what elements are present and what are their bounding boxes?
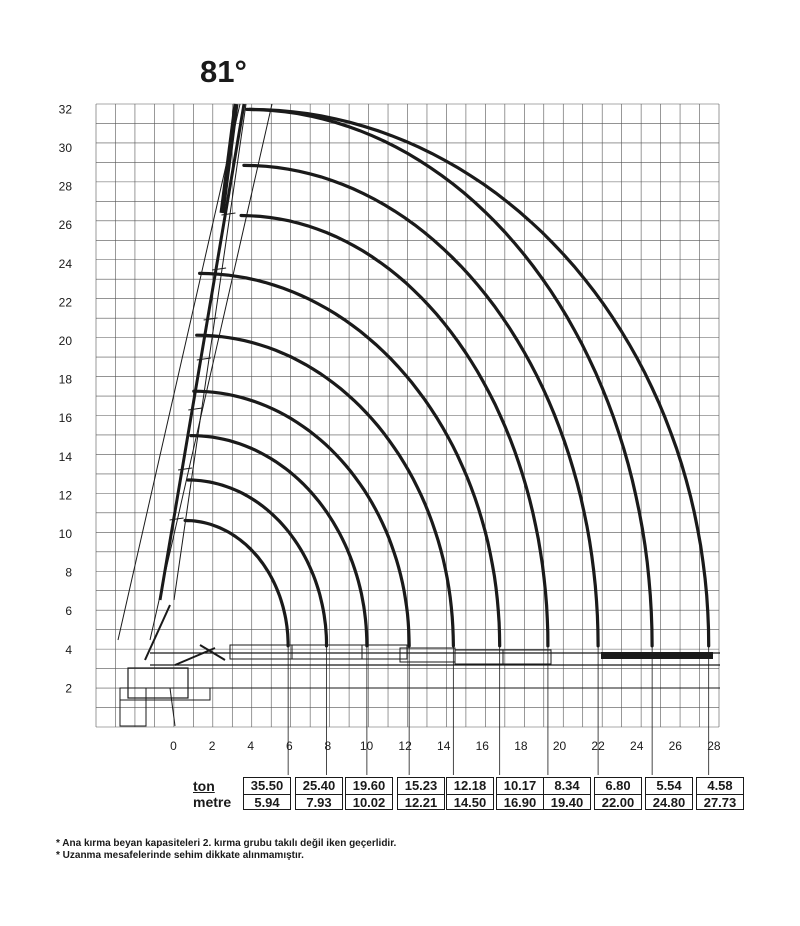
- x-tick-label: 20: [552, 739, 567, 753]
- boom-section-mark: [170, 518, 184, 520]
- y-tick-label: 32: [58, 102, 72, 117]
- reach-metre: 12.21: [404, 795, 438, 810]
- load-table-cell: [446, 777, 494, 810]
- x-tick-label: 26: [668, 739, 682, 753]
- load-arc: [185, 521, 288, 646]
- load-arc: [194, 391, 409, 646]
- x-tick-label: 28: [707, 739, 721, 753]
- reach-metre: 19.40: [550, 795, 584, 810]
- boom-inner: [160, 104, 244, 600]
- reach-metre: 7.93: [306, 795, 332, 810]
- boom-section-box: [400, 648, 455, 662]
- y-tick-label: 24: [58, 256, 72, 271]
- boom-extension: [601, 652, 713, 659]
- reach-metre: 22.00: [601, 795, 635, 810]
- x-tick-label: 0: [170, 739, 177, 753]
- metre-row-label: metre: [193, 794, 232, 810]
- ton-row-label: ton: [193, 778, 215, 794]
- y-tick-label: 20: [58, 334, 72, 348]
- x-tick-label: 24: [630, 739, 644, 753]
- load-table-cell: [543, 777, 591, 810]
- load-table-cell: [345, 777, 393, 810]
- capacity-ton: 19.60: [346, 778, 392, 795]
- capacity-ton: 4.58: [697, 778, 743, 795]
- crane-illustration: [118, 104, 720, 726]
- reach-metre: 24.80: [652, 795, 686, 810]
- y-tick-label: 10: [58, 527, 72, 541]
- x-tick-label: 4: [247, 739, 255, 753]
- x-tick-label: 14: [437, 739, 451, 753]
- y-tick-label: 2: [65, 681, 72, 696]
- y-tick-label: 28: [58, 179, 72, 194]
- capacity-ton: 6.80: [595, 778, 641, 795]
- capacity-ton: 5.54: [646, 778, 692, 795]
- boom-section-mark: [178, 468, 192, 470]
- boom-section-mark: [221, 213, 235, 215]
- x-tick-label: 8: [324, 739, 332, 753]
- load-table-cell: [496, 777, 544, 810]
- y-tick-label: 6: [65, 604, 72, 619]
- boom-section-mark: [188, 408, 202, 410]
- load-table-cell: [645, 777, 693, 810]
- boom-section-mark: [212, 268, 226, 270]
- load-arcs: [185, 109, 709, 775]
- x-tick-label: 6: [285, 739, 293, 753]
- y-tick-label: 8: [65, 565, 72, 580]
- load-table-cell: [295, 777, 343, 810]
- load-table-cell: [594, 777, 642, 810]
- crane-arm: [145, 605, 170, 660]
- load-arc: [191, 436, 367, 646]
- x-tick-label: 2: [208, 739, 216, 753]
- y-tick-label: 18: [58, 372, 72, 387]
- y-tick-label: 30: [58, 141, 72, 155]
- y-tick-label: 16: [58, 411, 72, 426]
- x-tick-label: 12: [398, 739, 412, 753]
- load-table-cell: [243, 777, 291, 810]
- boom-angle-title: 81°: [200, 54, 247, 89]
- x-tick-label: 22: [591, 739, 605, 753]
- boom-outline-outer: [118, 104, 240, 640]
- y-tick-label: 4: [65, 642, 72, 657]
- load-arc: [188, 480, 327, 646]
- capacity-ton: 8.34: [544, 778, 590, 795]
- reach-metre: 5.94: [254, 795, 280, 810]
- y-tick-label: 26: [58, 218, 72, 233]
- reach-metre: 16.90: [503, 795, 537, 810]
- load-table-cell: [696, 777, 744, 810]
- footnote-2: * Uzanma mesafelerinde sehim dikkate alınmamıştır.: [56, 850, 304, 861]
- y-tick-label: 22: [58, 295, 72, 310]
- x-tick-label: 18: [514, 739, 528, 753]
- boom-section-box: [455, 650, 503, 664]
- boom-section-box: [230, 645, 292, 659]
- x-tick-label: 10: [359, 739, 374, 753]
- crane-stabilizer: [170, 688, 175, 726]
- capacity-ton: 12.18: [447, 778, 493, 795]
- capacity-ton: 25.40: [296, 778, 342, 795]
- reach-metre: 14.50: [453, 795, 487, 810]
- crane-base: [128, 668, 188, 698]
- footnote-1: * Ana kırma beyan kapasiteleri 2. kırma grubu takılı değil iken geçerlidir.: [56, 838, 397, 849]
- y-tick-label: 12: [58, 488, 72, 503]
- capacity-ton: 10.17: [497, 778, 543, 795]
- reach-metre: 27.73: [703, 795, 737, 810]
- reach-metre: 10.02: [352, 795, 386, 810]
- load-arc: [241, 216, 548, 646]
- load-table-cell: [397, 777, 445, 810]
- footnotes: [56, 838, 396, 862]
- y-tick-label: 14: [58, 449, 72, 464]
- crane-leg: [120, 688, 146, 726]
- load-arc: [200, 273, 500, 646]
- capacity-ton: 15.23: [398, 778, 444, 795]
- capacity-ton: 35.50: [244, 778, 290, 795]
- x-tick-label: 16: [475, 739, 489, 753]
